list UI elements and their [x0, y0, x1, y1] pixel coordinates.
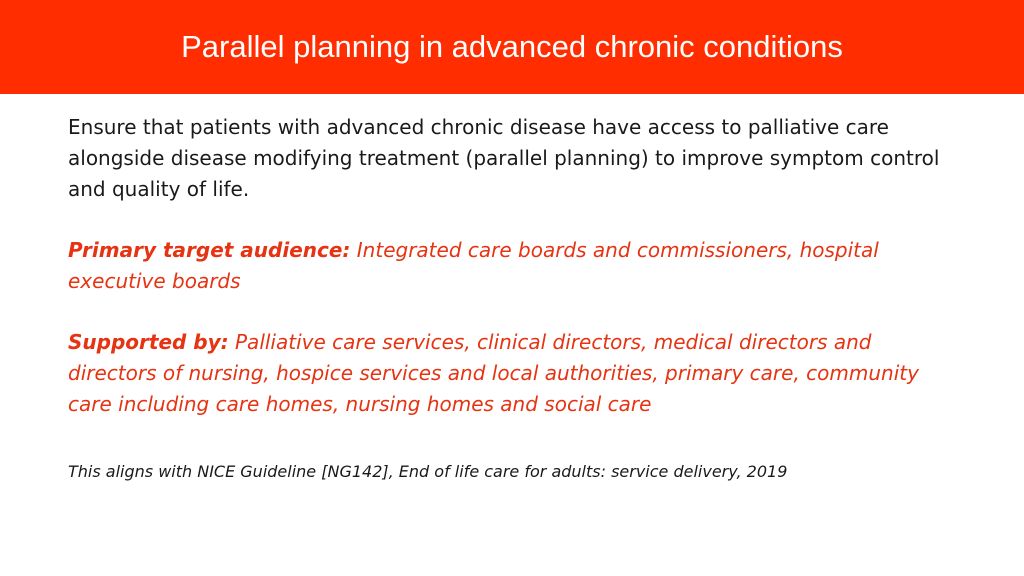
slide-title: Parallel planning in advanced chronic conditions: [181, 29, 843, 64]
supported-by-label: Supported by:: [68, 330, 229, 354]
supported-by-paragraph: [68, 327, 958, 420]
guideline-note: This aligns with NICE Guideline [NG142], End of life care for adults: service delivery, 2019: [68, 462, 788, 481]
slide-body: [68, 112, 958, 420]
intro-paragraph: Ensure that patients with advanced chronic disease have access to palliative care alongside disease modifying treatment (parallel planning) to improve symptom control and quality of life.: [68, 115, 940, 201]
title-bar: [0, 0, 1024, 94]
target-audience-label: Primary target audience:: [68, 238, 351, 262]
target-audience-paragraph: [68, 235, 958, 297]
target-audience-text: Integrated care boards and commissioners, hospital executive boards: [68, 238, 879, 293]
supported-by-text: Palliative care services, clinical directors, medical directors and directors of nursing, hospice services and local authorities, primary care, community care including care homes, nursing homes and social care: [68, 330, 919, 416]
